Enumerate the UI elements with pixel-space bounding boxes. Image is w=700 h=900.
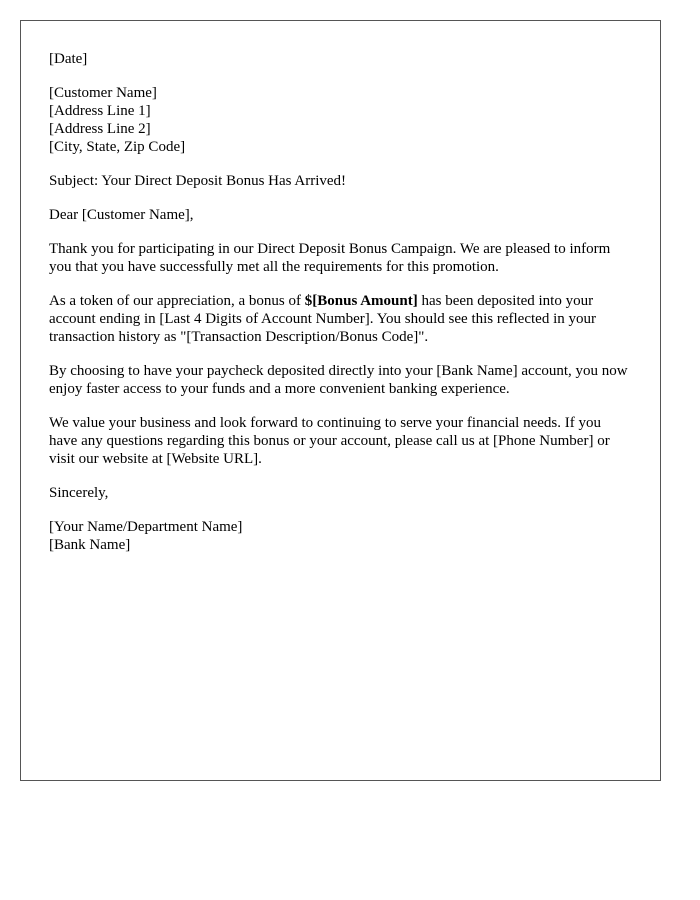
recipient-address: [49, 84, 632, 156]
bonus-amount: $[Bonus Amount]: [304, 293, 418, 309]
body-paragraph-4: We value your business and look forward to continuing to serve your financial needs. If you have any questions regarding this bonus or your account, please call us at [Phone Number] or visit our website at [Website URL].: [49, 415, 610, 467]
recipient-name: [Customer Name]: [49, 85, 157, 101]
paragraph-2-after: has been deposited into your account ending in [Last 4 Digits of Account Number]. You should see this reflected in your transaction history as "[Transaction Description/Bonus Code]".: [49, 293, 596, 345]
address-line-1: [Address Line 1]: [49, 103, 151, 119]
salutation: Dear [Customer Name],: [49, 207, 194, 223]
signature-name: [Your Name/Department Name]: [49, 519, 243, 535]
body-paragraph-3: By choosing to have your paycheck deposited directly into your [Bank Name] account, you now enjoy faster access to your funds and a more convenient banking experience.: [49, 363, 628, 397]
subject-line: Subject: Your Direct Deposit Bonus Has Arrived!: [49, 173, 347, 189]
letter-page: [20, 20, 661, 781]
address-line-2: [Address Line 2]: [49, 121, 151, 137]
closing: Sincerely,: [49, 485, 109, 501]
signature-block: [49, 518, 632, 554]
body-paragraph-1: Thank you for participating in our Direct Deposit Bonus Campaign. We are pleased to inform you that you have successfully met all the requirements for this promotion.: [49, 241, 611, 275]
paragraph-2-before: As a token of our appreciation, a bonus of: [49, 293, 305, 309]
letter-date: [Date]: [49, 51, 88, 67]
body-paragraph-2: [49, 292, 632, 346]
signature-bank: [Bank Name]: [49, 537, 131, 553]
city-state-zip: [City, State, Zip Code]: [49, 139, 186, 155]
